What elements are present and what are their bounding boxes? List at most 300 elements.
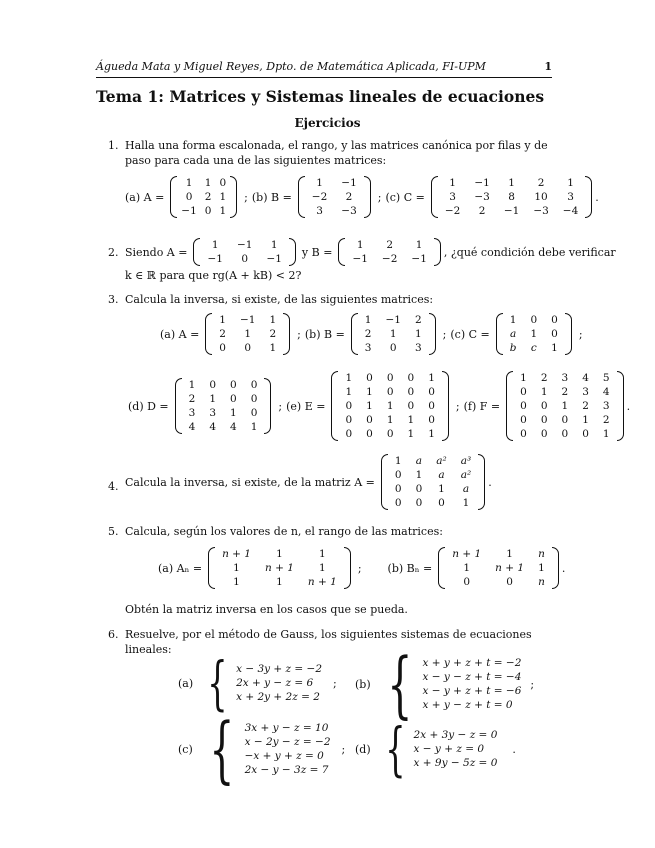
matrix-cell: −1	[236, 239, 253, 251]
matrix-row	[388, 482, 478, 496]
separator: ;	[377, 190, 382, 204]
left-paren	[506, 371, 513, 441]
matrix-body	[177, 176, 230, 218]
matrix-row	[388, 496, 478, 510]
matrix-row	[345, 238, 433, 252]
left-paren	[331, 371, 338, 441]
separator: ;	[442, 327, 447, 341]
matrix-body	[338, 371, 441, 441]
matrix-cell: 0	[394, 483, 402, 495]
left-paren	[338, 238, 345, 266]
matrix-body	[358, 313, 429, 355]
matrix-cell: 3	[209, 407, 217, 419]
matrix-row	[305, 190, 364, 204]
matrix-cell: −1	[207, 253, 223, 265]
matrix-cell: a	[509, 328, 517, 340]
matrix-3b	[351, 313, 436, 355]
matrix-cell: 1	[356, 239, 364, 251]
matrix-cell: 4	[602, 386, 610, 398]
matrix-cell: 4	[209, 421, 217, 433]
running-header	[96, 60, 552, 73]
matrix-cell: 1	[366, 386, 373, 398]
matrix-cell: a²	[436, 455, 447, 467]
matrix-cell: 1	[188, 379, 196, 391]
matrix-body	[438, 176, 585, 218]
matrix-cell: n	[538, 548, 545, 560]
matrix-cell: 1	[219, 314, 226, 326]
problem-2-pre: Siendo A =	[125, 245, 188, 259]
end-period: .	[595, 190, 599, 204]
left-paren	[496, 313, 503, 355]
section-subtitle: Ejercicios	[294, 116, 361, 130]
matrix-row	[212, 327, 283, 341]
equation: x + 9y − 5z = 0	[413, 757, 498, 769]
matrix-row	[345, 252, 433, 266]
matrix-cell: 0	[582, 428, 589, 440]
problem-3-row2	[128, 371, 630, 441]
matrix-cell: 1	[219, 205, 227, 217]
matrix-cell: 2	[364, 328, 372, 340]
matrix-row	[438, 190, 585, 204]
matrix-cell: −1	[352, 253, 368, 265]
matrix-cell: n + 1	[264, 562, 294, 574]
matrix-cell: 1	[438, 483, 445, 495]
matrix-row	[338, 413, 441, 427]
matrix-body	[503, 313, 565, 355]
matrix-cell: 0	[428, 386, 435, 398]
matrix-row	[438, 204, 585, 218]
matrix-cell: 3	[414, 342, 422, 354]
label-5b: (b) Bₙ =	[387, 561, 433, 575]
matrix-cell: −1	[503, 205, 520, 217]
separator: ;	[244, 190, 248, 204]
equation: x − y + z = 0	[413, 743, 485, 755]
label-1a: (a) A =	[125, 190, 165, 204]
matrix-cell: a³	[460, 455, 472, 467]
matrix-cell: 0	[438, 497, 445, 509]
matrix-cell: 0	[540, 414, 548, 426]
matrix-3f	[506, 371, 623, 441]
right-paren	[364, 176, 371, 218]
matrix-cell: 0	[366, 372, 373, 384]
matrix-cell: 0	[389, 342, 397, 354]
matrix-cell: −3	[341, 205, 357, 217]
end-period: .	[626, 399, 631, 413]
matrix-4	[381, 454, 485, 510]
matrix-cell: 10	[534, 191, 548, 203]
right-paren	[585, 176, 592, 218]
equations-6b	[422, 656, 521, 712]
matrix-cell: −1	[385, 314, 401, 326]
matrix-cell: 1	[520, 372, 527, 384]
matrix-body	[388, 454, 478, 510]
separator: ;	[455, 399, 460, 413]
right-paren	[344, 547, 351, 589]
matrix-cell: 1	[428, 372, 435, 384]
problem-5-note: Obtén la matriz inversa en los casos que se pueda.	[125, 603, 408, 616]
matrix-cell: 0	[407, 386, 415, 398]
matrix-1c	[431, 176, 592, 218]
problem-1-number: 1.	[108, 139, 119, 152]
matrix-cell: 1	[211, 239, 219, 251]
matrix-cell: 5	[602, 372, 610, 384]
left-paren	[381, 454, 388, 510]
matrix-cell: 2	[345, 191, 353, 203]
label-5a: (a) Aₙ =	[158, 561, 203, 575]
system-6b-block	[377, 642, 522, 726]
separator: ;	[333, 676, 337, 690]
matrix-cell: 0	[407, 372, 415, 384]
left-paren	[298, 176, 305, 218]
matrix-cell: 1	[407, 428, 415, 440]
matrix-row	[182, 392, 265, 406]
label-1b: (b) B =	[251, 190, 292, 204]
problem-5-text: Calcula, según los valores de n, el rango de las matrices:	[125, 525, 443, 538]
matrix-cell: 3	[316, 205, 323, 217]
page-number: 1	[544, 60, 552, 73]
matrix-cell: 0	[241, 253, 249, 265]
label-3a: (a) A =	[160, 327, 200, 341]
matrix-cell: 1	[185, 177, 193, 189]
problem-1-matrices	[125, 176, 599, 218]
matrix-cell: a	[415, 455, 423, 467]
matrix-cell: −2	[381, 253, 398, 265]
matrix-row	[388, 468, 478, 482]
matrix-cell: n + 1	[495, 562, 525, 574]
matrix-cell: 0	[250, 407, 258, 419]
matrix-cell: 3	[449, 191, 456, 203]
label-6a: (a)	[178, 676, 194, 690]
matrix-cell: 1	[414, 328, 422, 340]
matrix-cell: 0	[219, 177, 227, 189]
left-paren	[193, 238, 200, 266]
matrix-2a	[193, 238, 295, 266]
separator: ;	[578, 327, 583, 341]
system-6c	[178, 707, 349, 791]
matrix-cell: 0	[219, 342, 226, 354]
matrix-cell: 0	[540, 400, 548, 412]
problem-1-text: Halla una forma escalonada, el rango, y las matrices canónica por filas y de paso para cada una de las siguientes matrices:	[125, 139, 548, 167]
matrix-row	[358, 313, 429, 327]
equation: −x + y + z = 0	[244, 750, 324, 762]
matrix-cell: 1	[276, 576, 283, 588]
matrix-cell: 1	[233, 562, 240, 574]
matrix-row	[513, 399, 616, 413]
matrix-cell: 0	[540, 428, 548, 440]
label-3f: (f) F =	[463, 399, 501, 413]
equation: x − y + z + t = −6	[422, 685, 522, 697]
right-paren	[478, 454, 485, 510]
matrix-cell: −3	[533, 205, 549, 217]
problem-2-line1	[125, 238, 616, 266]
right-paren	[434, 238, 441, 266]
equation: x − 2y − z = −2	[244, 736, 331, 748]
matrix-row	[200, 238, 288, 252]
matrix-body	[215, 547, 344, 589]
matrix-row	[513, 371, 616, 385]
matrix-1b	[298, 176, 371, 218]
problem-5-matrices	[158, 547, 565, 589]
matrix-5a	[208, 547, 351, 589]
matrix-cell: 1	[233, 576, 240, 588]
matrix-row	[182, 406, 265, 420]
matrix-cell: 0	[366, 414, 373, 426]
matrix-row	[445, 547, 552, 561]
matrix-cell: 4	[582, 372, 589, 384]
problem-2-post: , ¿qué condición debe verificar	[443, 245, 616, 259]
matrix-cell: −3	[474, 191, 490, 203]
end-period: .	[488, 475, 492, 489]
matrix-cell: 1	[582, 414, 589, 426]
matrix-cell: 1	[345, 372, 353, 384]
matrix-cell: 0	[463, 576, 471, 588]
matrix-cell: 1	[394, 455, 402, 467]
matrix-row	[182, 420, 265, 434]
matrix-row	[513, 385, 616, 399]
matrix-cell: 0	[561, 414, 569, 426]
problem-3-number: 3.	[108, 293, 119, 306]
matrix-body	[182, 378, 265, 434]
problem-6-number: 6.	[108, 628, 119, 641]
system-6a	[178, 649, 341, 717]
equation: 3x + y − z = 10	[244, 722, 329, 734]
matrix-cell: 0	[230, 379, 237, 391]
end-period: .	[561, 561, 566, 575]
problem-4-text: Calcula la inversa, si existe, de la matriz A =	[125, 475, 375, 489]
matrix-row	[338, 385, 441, 399]
left-brace-icon: {	[384, 715, 406, 783]
matrix-cell: n + 1	[452, 548, 482, 560]
matrix-cell: 0	[366, 428, 373, 440]
separator: ;	[278, 399, 283, 413]
matrix-row	[513, 427, 616, 441]
left-brace-icon: {	[386, 642, 413, 726]
label-3c: (c) C =	[450, 327, 490, 341]
matrix-cell: 3	[602, 400, 610, 412]
matrix-cell: 0	[520, 414, 527, 426]
matrix-cell: 0	[551, 328, 558, 340]
matrix-cell: −4	[562, 205, 579, 217]
matrix-cell: 2	[602, 414, 610, 426]
matrix-cell: 3	[561, 372, 569, 384]
matrix-cell: 1	[386, 400, 394, 412]
matrix-cell: 0	[204, 205, 212, 217]
right-paren	[442, 371, 449, 441]
matrix-cell: 1	[449, 177, 456, 189]
matrix-cell: 0	[345, 400, 353, 412]
matrix-1a	[170, 176, 237, 218]
matrix-cell: 0	[185, 191, 193, 203]
matrix-cell: 1	[538, 562, 545, 574]
separator: ;	[297, 327, 301, 341]
matrix-cell: 2	[561, 386, 569, 398]
matrix-row	[200, 252, 288, 266]
matrix-cell: n + 1	[222, 548, 251, 560]
matrix-cell: 0	[415, 497, 423, 509]
right-paren	[264, 378, 271, 434]
problem-6-text: Resuelve, por el método de Gauss, los siguientes sistemas de ecuaciones lineales:	[125, 628, 532, 656]
matrix-cell: 1	[415, 239, 423, 251]
matrix-row	[305, 176, 364, 190]
matrix-cell: 0	[230, 393, 237, 405]
matrix-body	[200, 238, 288, 266]
matrix-cell: 1	[319, 562, 326, 574]
equation: x − y − z + t = −4	[422, 671, 522, 683]
page-title: Tema 1: Matrices y Sistemas lineales de ecuaciones	[96, 87, 545, 106]
matrix-row	[177, 204, 230, 218]
problem-4-number: 4.	[108, 480, 119, 493]
matrix-cell: 0	[345, 414, 353, 426]
separator: ;	[357, 561, 362, 575]
matrix-cell: 1	[551, 342, 558, 354]
right-paren	[289, 238, 296, 266]
system-6c-block	[199, 707, 331, 791]
matrix-cell: 1	[530, 328, 538, 340]
matrix-row	[445, 575, 552, 589]
matrix-cell: 4	[230, 421, 237, 433]
matrix-row	[177, 176, 230, 190]
matrix-cell: 2	[478, 205, 486, 217]
equations-6c	[245, 721, 331, 777]
matrix-cell: 0	[244, 342, 252, 354]
matrix-cell: 1	[250, 421, 258, 433]
system-6a-block	[199, 649, 323, 717]
left-paren	[208, 547, 215, 589]
equation: 2x + y − z = 6	[236, 677, 314, 689]
problem-4-line	[125, 454, 492, 510]
equation: 2x − y − 3z = 7	[244, 764, 329, 776]
label-6c: (c)	[178, 742, 193, 756]
matrix-cell: 2	[219, 328, 226, 340]
matrix-cell: 0	[394, 497, 402, 509]
right-paren	[617, 371, 624, 441]
right-paren	[230, 176, 237, 218]
matrix-cell: 3	[582, 386, 589, 398]
matrix-cell: −2	[444, 205, 461, 217]
matrix-cell: 1	[561, 400, 569, 412]
matrix-row	[388, 454, 478, 468]
equations-6d	[414, 728, 498, 770]
matrix-row	[513, 413, 616, 427]
matrix-cell: 0	[551, 314, 558, 326]
matrix-cell: 0	[250, 393, 258, 405]
matrix-cell: 0	[345, 428, 353, 440]
matrix-cell: 1	[345, 386, 353, 398]
right-paren	[565, 313, 572, 355]
matrix-3e	[331, 371, 448, 441]
matrix-cell: −2	[311, 191, 328, 203]
matrix-row	[503, 313, 565, 327]
matrix-cell: 1	[462, 497, 470, 509]
matrix-row	[215, 547, 344, 561]
matrix-cell: 0	[428, 400, 435, 412]
matrix-cell: 1	[509, 314, 517, 326]
label-3b: (b) B =	[304, 327, 345, 341]
left-brace-icon: {	[209, 707, 235, 791]
matrix-cell: −1	[474, 177, 490, 189]
left-paren	[431, 176, 438, 218]
header-text: Águeda Mata y Miguel Reyes, Dpto. de Matemática Aplicada, FI-UPM	[96, 60, 486, 73]
matrix-cell: 1	[407, 414, 415, 426]
matrix-cell: 1	[506, 548, 513, 560]
matrix-cell: 0	[407, 400, 415, 412]
matrix-row	[215, 561, 344, 575]
matrix-cell: 3	[364, 342, 372, 354]
problem-2-mid: y B =	[301, 245, 333, 259]
matrix-cell: 1	[540, 386, 548, 398]
matrix-cell: 1	[386, 414, 394, 426]
left-paren	[351, 313, 358, 355]
matrix-cell: 0	[386, 386, 394, 398]
matrix-2b	[338, 238, 440, 266]
matrix-cell: 1	[209, 393, 217, 405]
matrix-cell: 1	[567, 177, 574, 189]
matrix-cell: 2	[537, 177, 545, 189]
problem-5-number: 5.	[108, 525, 119, 538]
header-rule	[96, 77, 552, 78]
separator: ;	[530, 677, 535, 691]
matrix-cell: n + 1	[307, 576, 337, 588]
matrix-cell: 0	[428, 414, 435, 426]
matrix-cell: 0	[386, 372, 394, 384]
matrix-cell: 1	[508, 177, 515, 189]
equations-6a	[236, 662, 322, 704]
separator: ;	[341, 742, 346, 756]
label-1c: (c) C =	[385, 190, 425, 204]
equation: x + 2y + 2z = 2	[236, 691, 320, 703]
matrix-cell: 0	[209, 379, 217, 391]
matrix-row	[182, 378, 265, 392]
matrix-cell: a²	[460, 469, 472, 481]
matrix-row	[438, 176, 585, 190]
matrix-cell: −1	[239, 314, 256, 326]
matrix-cell: 0	[386, 428, 394, 440]
matrix-row	[358, 341, 429, 355]
matrix-cell: 1	[269, 314, 277, 326]
matrix-row	[212, 341, 283, 355]
problem-3-text: Calcula la inversa, si existe, de las siguientes matrices:	[125, 293, 434, 306]
matrix-cell: 1	[270, 239, 278, 251]
matrix-cell: 8	[508, 191, 515, 203]
matrix-cell: 4	[188, 421, 196, 433]
matrix-cell: 1	[364, 314, 372, 326]
matrix-cell: 1	[415, 469, 423, 481]
equation: x + y + z + t = −2	[422, 657, 522, 669]
label-3e: (e) E =	[286, 399, 326, 413]
matrix-row	[338, 427, 441, 441]
system-6d	[355, 715, 516, 783]
matrix-cell: 1	[463, 562, 471, 574]
matrix-cell: 1	[316, 177, 323, 189]
right-paren	[429, 313, 436, 355]
matrix-body	[345, 238, 433, 266]
matrix-cell: 2	[204, 191, 212, 203]
matrix-3c	[496, 313, 572, 355]
matrix-cell: 2	[540, 372, 548, 384]
matrix-cell: 2	[414, 314, 422, 326]
system-6b	[355, 642, 538, 726]
matrix-row	[445, 561, 552, 575]
label-3d: (d) D =	[128, 399, 169, 413]
matrix-cell: 1	[219, 191, 227, 203]
problem-2-number: 2.	[108, 246, 119, 259]
matrix-cell: 1	[602, 428, 610, 440]
matrix-cell: 0	[520, 428, 527, 440]
matrix-cell: a	[462, 483, 470, 495]
matrix-cell: 1	[230, 407, 237, 419]
matrix-body	[305, 176, 364, 218]
matrix-cell: 1	[276, 548, 283, 560]
